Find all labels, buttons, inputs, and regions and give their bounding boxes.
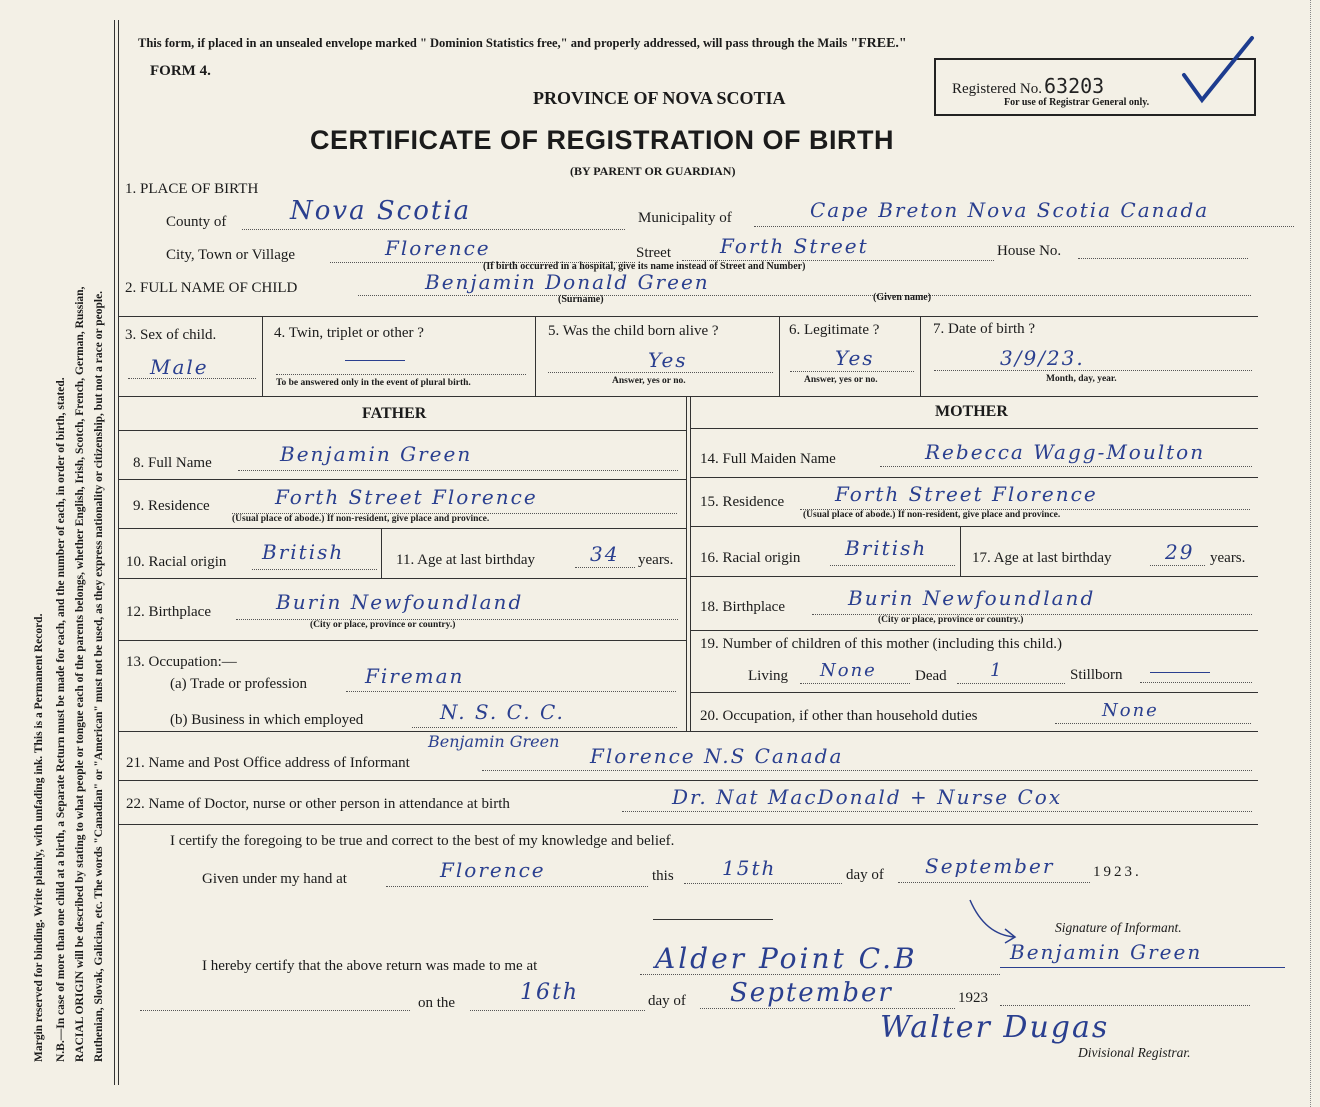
date-of-birth-label: 7. Date of birth ? xyxy=(933,321,1036,337)
municipality-label: Municipality of xyxy=(638,210,732,226)
mother-birthplace-value: Burin Newfoundland xyxy=(848,586,1096,610)
sex-value: Male xyxy=(150,355,209,379)
binding-margin-line-2 xyxy=(118,20,119,1085)
twin-note: To be answered only in the event of plural birth. xyxy=(276,378,471,388)
registrar-note: For use of Registrar General only. xyxy=(1004,97,1150,108)
registered-label: Registered No. xyxy=(952,81,1042,97)
margin-note-binding: Margin reserved for binding. Write plainly, with unfading ink. This is a Permanent Record. xyxy=(33,613,45,1062)
parents-divider xyxy=(686,396,687,731)
father-age-label: 11. Age at last birthday xyxy=(396,552,535,568)
arrow-icon xyxy=(965,895,1025,945)
place-of-birth-label: 1. PLACE OF BIRTH xyxy=(125,181,259,197)
father-years-label: years. xyxy=(638,552,674,568)
row3-top-border xyxy=(118,316,1258,317)
mother-residence-value: Forth Street Florence xyxy=(835,482,1098,506)
given-at-label: Given under my hand at xyxy=(202,871,347,887)
doctor-label: 22. Name of Doctor, nurse or other person in attendance at birth xyxy=(126,796,510,812)
mother-age-label: 17. Age at last birthday xyxy=(972,550,1112,566)
mother-heading: MOTHER xyxy=(935,403,1008,420)
informant-signature: Benjamin Green xyxy=(1010,940,1203,964)
registrar-month-value: September xyxy=(730,978,893,1008)
trade-label: (a) Trade or profession xyxy=(170,676,308,692)
dead-label: Dead xyxy=(915,668,947,684)
province-heading: PROVINCE OF NOVA SCOTIA xyxy=(533,88,786,108)
children-count-label: 19. Number of children of this mother (including this child.) xyxy=(700,636,1063,652)
stillborn-label: Stillborn xyxy=(1070,667,1123,683)
given-name-note: (Given name) xyxy=(873,292,932,303)
living-label: Living xyxy=(748,668,788,684)
binding-margin-line xyxy=(114,20,115,1085)
registered-number: 63203 xyxy=(1044,74,1105,98)
father-heading: FATHER xyxy=(362,405,427,422)
twin-dash xyxy=(345,360,405,361)
registrar-day-of-label: day of xyxy=(648,993,686,1009)
legitimate-label: 6. Legitimate ? xyxy=(789,322,880,338)
city-label: City, Town or Village xyxy=(166,247,296,263)
margin-note-racial-origin-2: Ruthenian, Slovak, Galician, etc. The words "Canadian" or "American" must not be used, as they express nationality or citizenship, but not a race or people. xyxy=(93,290,105,1062)
father-birthplace-value: Burin Newfoundland xyxy=(276,590,524,614)
stillborn-dash xyxy=(1150,672,1210,673)
informant-signature-label: Signature of Informant. xyxy=(1055,920,1182,935)
postal-note: This form, if placed in an unsealed envelope marked " Dominion Statistics free," and properly addressed, will pass through the Mails "FREE." xyxy=(138,36,907,51)
father-racial-label: 10. Racial origin xyxy=(126,554,227,570)
dead-value: 1 xyxy=(990,660,1004,681)
father-name-label: 8. Full Name xyxy=(133,455,212,471)
mother-age-value: 29 xyxy=(1165,540,1195,564)
street-value: Forth Street xyxy=(720,234,869,258)
check-mark-icon xyxy=(1180,30,1260,110)
mother-years-label: years. xyxy=(1210,550,1246,566)
day-of-label: day of xyxy=(846,867,884,883)
father-residence-note: (Usual place of abode.) If non-resident, give place and province. xyxy=(232,514,490,524)
given-year: 1923. xyxy=(1093,864,1142,880)
mother-birthplace-note: (City or place, province or country.) xyxy=(878,615,1024,625)
alive-label: 5. Was the child born alive ? xyxy=(548,323,719,339)
mother-racial-label: 16. Racial origin xyxy=(700,550,801,566)
right-edge-line xyxy=(1310,0,1311,1107)
child-name-label: 2. FULL NAME OF CHILD xyxy=(125,280,298,296)
informant-name-signature: Benjamin Green xyxy=(428,732,560,751)
doctor-value: Dr. Nat MacDonald + Nurse Cox xyxy=(672,785,1063,809)
mother-name-label: 14. Full Maiden Name xyxy=(700,451,836,467)
father-residence-value: Forth Street Florence xyxy=(275,485,538,509)
alive-note: Answer, yes or no. xyxy=(612,376,686,386)
divisional-registrar-label: Divisional Registrar. xyxy=(1078,1045,1191,1060)
street-label: Street xyxy=(636,245,671,261)
registrar-year: 1923 xyxy=(958,990,988,1006)
child-name-value: Benjamin Donald Green xyxy=(425,270,710,294)
county-value: Nova Scotia xyxy=(290,196,472,226)
father-birthplace-label: 12. Birthplace xyxy=(126,604,211,620)
given-day-value: 15th xyxy=(722,856,777,880)
date-of-birth-note: Month, day, year. xyxy=(1046,374,1117,384)
county-label: County of xyxy=(166,214,227,230)
form-number: FORM 4. xyxy=(150,63,211,79)
certify-statement: I certify the foregoing to be true and correct to the best of my knowledge and belief. xyxy=(170,833,675,849)
business-value: N. S. C. C. xyxy=(440,700,565,724)
alive-value: Yes xyxy=(648,348,688,372)
sex-label: 3. Sex of child. xyxy=(125,327,217,343)
mother-birthplace-label: 18. Birthplace xyxy=(700,599,785,615)
on-the-label: on the xyxy=(418,995,456,1011)
business-label: (b) Business in which employed xyxy=(170,712,364,728)
legitimate-note: Answer, yes or no. xyxy=(804,375,878,385)
mother-racial-value: British xyxy=(845,536,928,560)
mother-occupation-value: None xyxy=(1102,700,1159,721)
given-at-value: Florence xyxy=(440,858,546,882)
surname-note: (Surname) xyxy=(558,294,604,305)
certificate-title: CERTIFICATE OF REGISTRATION OF BIRTH xyxy=(310,125,894,155)
this-label: this xyxy=(652,868,674,884)
legitimate-value: Yes xyxy=(835,346,875,370)
city-value: Florence xyxy=(385,236,491,260)
margin-note-racial-origin: RACIAL ORIGIN will be described by stating to what people or tongue each of the parents belongs, whether English, Irish, Scotch, French, German, Russian, xyxy=(74,286,86,1062)
mother-residence-note: (Usual place of abode.) If non-resident, give place and province. xyxy=(803,510,1061,520)
father-occupation-label: 13. Occupation:— xyxy=(126,654,237,670)
mother-occupation-label: 20. Occupation, if other than household duties xyxy=(700,708,978,724)
father-age-value: 34 xyxy=(590,542,620,566)
mother-residence-label: 15. Residence xyxy=(700,494,785,510)
mother-name-value: Rebecca Wagg-Moulton xyxy=(925,440,1206,464)
father-birthplace-note: (City or place, province or country.) xyxy=(310,620,456,630)
registrar-signature: Walter Dugas xyxy=(880,1010,1110,1045)
registrar-day-value: 16th xyxy=(520,980,580,1005)
house-number-label: House No. xyxy=(997,243,1062,259)
margin-note-multiple-birth: N.B.—In case of more than one child at a birth, a Separate Return must be made for each, and the number of each, in order of birth, stated. xyxy=(55,377,67,1062)
registrar-statement: I hereby certify that the above return was made to me at xyxy=(202,958,538,974)
living-value: None xyxy=(820,660,877,681)
certificate-subtitle: (BY PARENT OR GUARDIAN) xyxy=(570,164,736,178)
registrar-place-value: Alder Point C.B xyxy=(655,942,918,975)
municipality-value: Cape Breton Nova Scotia Canada xyxy=(810,198,1210,222)
father-residence-label: 9. Residence xyxy=(133,498,210,514)
hospital-note: (If birth occurred in a hospital, give its name instead of Street and Number) xyxy=(483,261,806,272)
date-of-birth-value: 3/9/23. xyxy=(1000,346,1085,370)
father-racial-value: British xyxy=(262,540,345,564)
father-name-value: Benjamin Green xyxy=(280,442,473,466)
given-month-value: September xyxy=(925,854,1055,878)
twin-label: 4. Twin, triplet or other ? xyxy=(274,325,424,341)
informant-label: 21. Name and Post Office address of Informant xyxy=(126,755,410,771)
informant-address-value: Florence N.S Canada xyxy=(590,744,844,768)
trade-value: Fireman xyxy=(365,664,465,688)
